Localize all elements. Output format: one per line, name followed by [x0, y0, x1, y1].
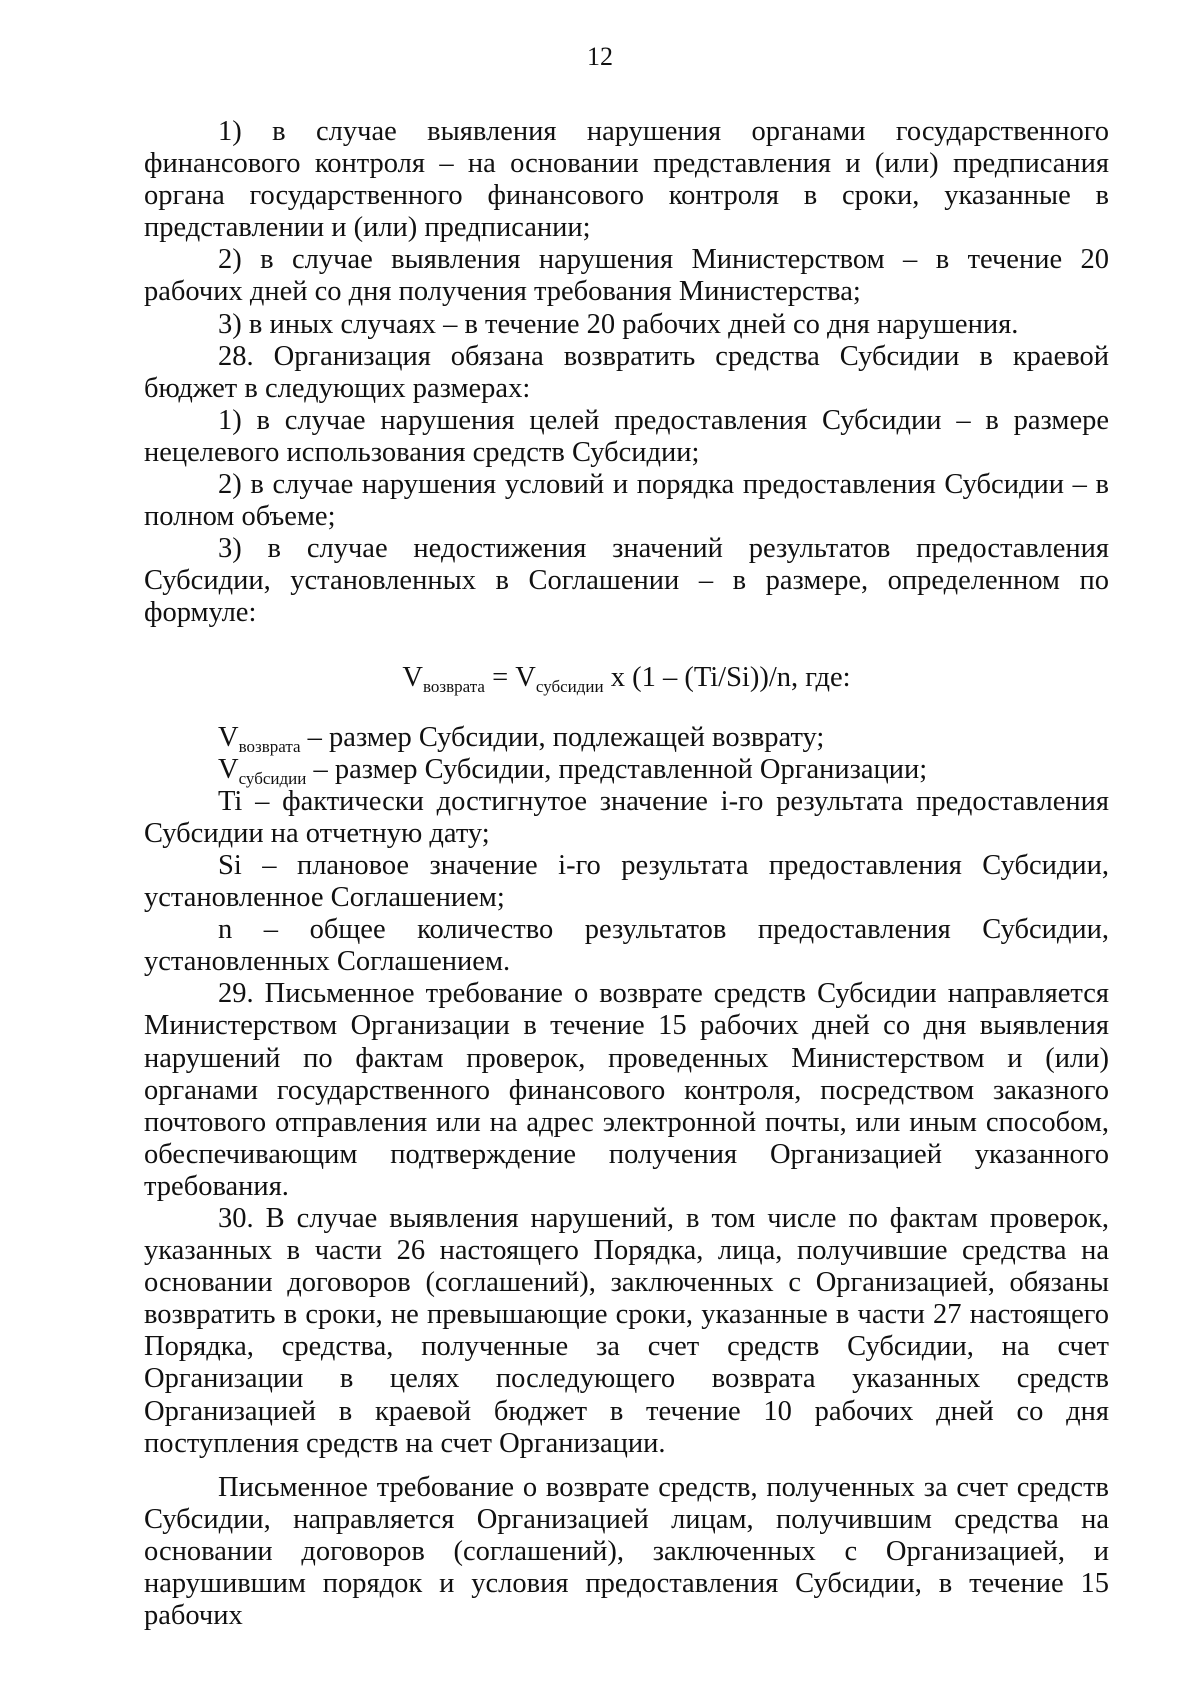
paragraph-gap: [144, 1460, 1109, 1472]
definition-ti: Ti – фактически достигнутое значение i-го результата предоставления Субсидии на отчетную дату;: [144, 785, 1109, 849]
formula-v-subsidy: $V_{субсидии}$: [515, 661, 604, 696]
definition-n: n – общее количество результатов предоставления Субсидии, установленных Соглашением.: [144, 914, 1109, 978]
paragraph-27-2: 2) в случае выявления нарушения Министерством – в течение 20 рабочих дней со дня получения требования Министерства;: [144, 244, 1109, 308]
paragraph-27-3: 3) в иных случаях – в течение 20 рабочих дней со дня нарушения.: [218, 308, 1019, 340]
paragraph-30: 30. В случае выявления нарушений, в том числе по фактам проверок, указанных в части 26 настоящего Порядка, лица, получившие средства на основании договоров (соглашений), заключенных с Организацией, обязаны возвратить в сроки, не превышающие сроки, указанные в части 27 настоящего Порядка, средства, полученные за счет средств Субсидии, на счет Организации в целях последующего возврата указанных средств Организацией в краевой бюджет в течение 10 рабочих дней со дня поступления средств на счет Организации.: [144, 1203, 1109, 1459]
paragraph-28-1: 1) в случае нарушения целей предоставления Субсидии – в размере нецелевого использования средств Субсидии;: [144, 404, 1109, 468]
paragraph-28-3: 3) в случае недостижения значений результатов предоставления Субсидии, установленных в Соглашении – в размере, определенном по формуле:: [144, 533, 1109, 629]
paragraph-written-demand: Письменное требование о возврате средств, полученных за счет средств Субсидии, направляется Организацией лицам, получившим средства на основании договоров (соглашений), заключенных с Организацией, и нарушившим порядок и условия предоставления Субсидии, в течение 15 рабочих: [144, 1471, 1109, 1632]
formula-v-return: $V_{возврата}$: [402, 661, 485, 696]
formula-rest: х (1 – (Ti/Si))/n, где:: [603, 661, 851, 693]
definition-v-subsidy: $V_{субсидии}$ – размер Субсидии, представленной Организации;: [218, 753, 928, 788]
page-number: 12: [587, 42, 613, 71]
paragraph-27-1: 1) в случае выявления нарушения органами государственного финансового контроля – на основании представления и (или) предписания органа государственного финансового контроля в сроки, указанные в представлении и (или) предписании;: [144, 116, 1109, 244]
paragraph-29: 29. Письменное требование о возврате средств Субсидии направляется Министерством Организации в течение 15 рабочих дней со дня выявления нарушений по фактам проверок, проведенных Министерством и (или) органами государственного финансового контроля, посредством заказного почтового отправления или на адрес электронной почты, или иным способом, обеспечивающим подтверждение получения Организацией указанного требования.: [144, 978, 1109, 1202]
definition-si: Si – плановое значение i-го результата предоставления Субсидии, установленное Соглашением;: [144, 849, 1109, 914]
return-formula: $V_{возврата} = V_{субсидии}$ х (1 – (Ti/Si))/n, где:: [402, 661, 851, 696]
paragraph-28: 28. Организация обязана возвратить средства Субсидии в краевой бюджет в следующих размерах:: [144, 340, 1109, 404]
paragraph-28-2: 2) в случае нарушения условий и порядка предоставления Субсидии – в полном объеме;: [144, 469, 1109, 533]
definition-v-return: $V_{возврата}$ – размер Субсидии, подлежащей возврату;: [218, 721, 825, 756]
document-body: [144, 116, 1109, 1632]
